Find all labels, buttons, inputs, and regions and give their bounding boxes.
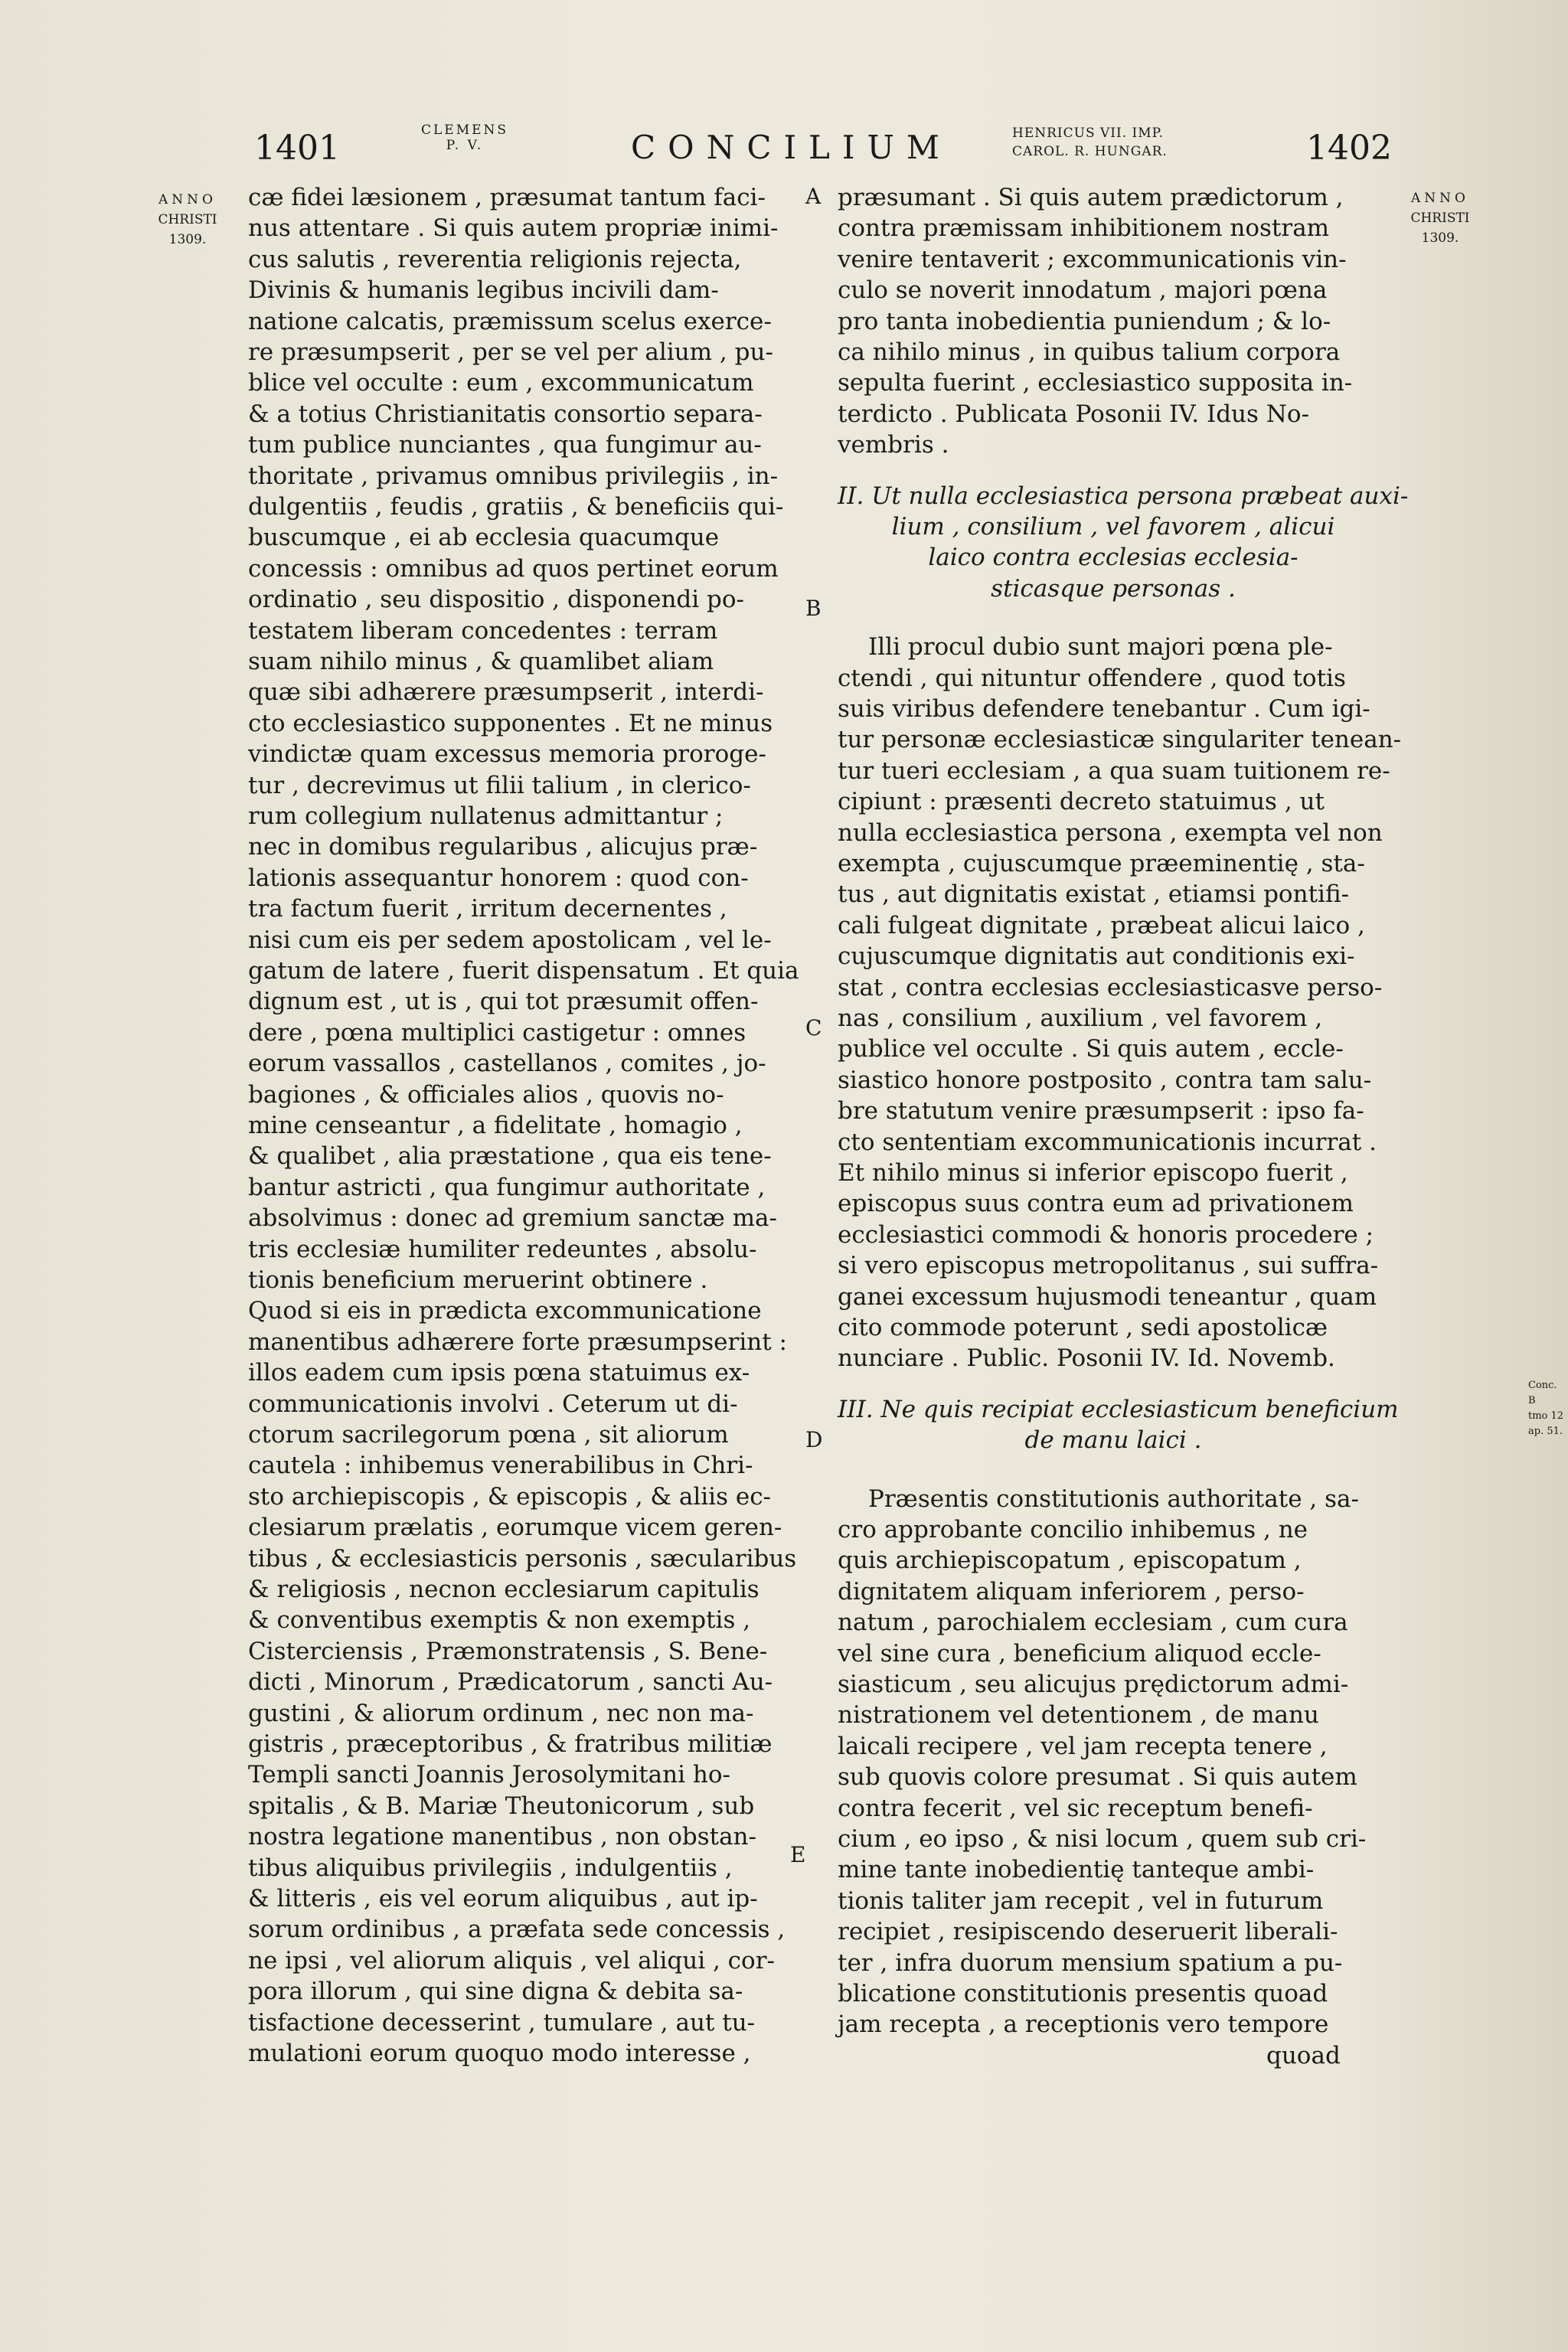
running-title: CONCILIUM <box>631 129 952 166</box>
right-text-line: sub quovis colore presumat . Si quis autem <box>838 1763 1357 1792</box>
left-text-line: bantur astricti , qua fungimur authoritate , <box>248 1173 766 1201</box>
right-text-line: tus , aut dignitatis existat , etiamsi pontifi- <box>838 880 1350 909</box>
section-letter-c: C <box>805 1015 822 1040</box>
right-text-line: natum , parochialem ecclesiam , cum cura <box>838 1609 1348 1637</box>
left-text-line: nostra legatione manentibus , non obstan- <box>248 1823 756 1851</box>
right-text-line: cium , eo ipso , & nisi locum , quem sub cri- <box>838 1825 1367 1853</box>
left-text-line: Quod si eis in prædicta excommunicatione <box>248 1297 762 1325</box>
left-text-line: gistris , præceptoribus , & fratribus militiæ <box>248 1730 773 1758</box>
page-number-right: 1402 <box>1306 129 1392 168</box>
right-text-line: cali fulgeat dignitate , præbeat alicui laico , <box>838 911 1365 939</box>
left-text-line: illos eadem cum ipsis pœna statuimus ex- <box>248 1359 750 1387</box>
right-text-line: cipiunt : præsenti decreto statuimus , ut <box>838 788 1325 816</box>
left-text-line: absolvimus : donec ad gremium sanctæ ma- <box>248 1204 777 1233</box>
left-text-line: suam nihilo minus , & quamlibet aliam <box>248 648 714 675</box>
left-text-line: concessis : omnibus ad quos pertinet eorum <box>248 554 779 583</box>
running-head-pope <box>421 122 508 153</box>
right-text-line: vembris . <box>838 431 949 459</box>
right-text-line: Præsentis constitutionis authoritate , sa- <box>868 1485 1359 1513</box>
left-text-line: rum collegium nullatenus admittantur ; <box>248 802 724 830</box>
left-text-line: dulgentiis , feudis , gratiis , & beneficiis qui- <box>248 493 784 521</box>
margin-year: 1309. <box>1421 230 1459 246</box>
left-text-line: tum publice nunciantes , qua fungimur au- <box>248 431 762 459</box>
right-text-line: terdicto . Publicata Posonii IV. Idus No- <box>838 400 1310 428</box>
right-text-line: nas , consilium , auxilium , vel favorem , <box>838 1004 1323 1032</box>
running-head-emperor <box>1012 124 1168 161</box>
left-text-line: gatum de latere , fuerit dispensatum . Et quia <box>248 957 799 985</box>
chapter-heading-line: lium , consilium , vel favorem , alicui <box>891 513 1335 541</box>
left-text-line: Templi sancti Joannis Jerosolymitani ho- <box>248 1761 731 1789</box>
left-text-line: blice vel occulte : eum , excommunicatum <box>248 369 754 397</box>
right-text-line: bre statutum venire præsumpserit : ipso fa- <box>838 1097 1364 1125</box>
section-letter-a: A <box>805 184 822 209</box>
left-text-line: nisi cum eis per sedem apostolicam , vel le- <box>248 926 772 954</box>
left-text-line: Divinis & humanis legibus incivili dam- <box>248 276 719 305</box>
chapter-heading-line: II. Ut nulla ecclesiastica persona præbeat auxi- <box>838 482 1409 510</box>
pope-number: P. V. <box>446 138 484 153</box>
chapter-heading-line: III. Ne quis recipiat ecclesiasticum beneficium <box>838 1395 1399 1423</box>
left-text-line: clesiarum prælatis , eorumque vicem geren- <box>248 1514 782 1542</box>
left-text-line: cto ecclesiastico supponentes . Et ne minus <box>248 709 773 737</box>
right-text-line: cto sententiam excommunicationis incurrat . <box>838 1128 1377 1156</box>
left-text-line: tris ecclesiæ humiliter redeuntes , absolu- <box>248 1235 757 1263</box>
right-text-line: siasticum , seu alicujus prędictorum admi- <box>838 1671 1349 1698</box>
left-text-line: cautela : inhibemus venerabilibus in Chri- <box>248 1452 753 1480</box>
margin-year: 1309. <box>168 232 207 247</box>
right-text-line: siastico honore postposito , contra tam salu- <box>838 1066 1372 1094</box>
left-text-line: pora illorum , qui sine digna & debita sa- <box>248 1978 743 2006</box>
right-text-line: Et nihilo minus si inferior episcopo fuerit , <box>838 1159 1348 1187</box>
left-text-line: tionis beneficium meruerint obtinere . <box>248 1266 708 1294</box>
left-text-line: tra factum fuerit , irritum decernentes , <box>248 895 727 923</box>
chapter-heading-line: sticasque personas . <box>991 574 1236 603</box>
right-text-line: sepulta fuerint , ecclesiastico supposita in- <box>838 369 1353 397</box>
right-text-line: ca nihilo minus , in quibus talium corpora <box>838 338 1341 366</box>
margin-word: CHRISTI <box>1410 211 1470 226</box>
right-text-line: vel sine cura , beneficium aliquod eccle- <box>838 1639 1321 1668</box>
left-text-line: tibus , & ecclesiasticis personis , sæcularibus <box>248 1544 797 1573</box>
left-text-line: mine censeantur , a fidelitate , homagio , <box>248 1112 743 1139</box>
emperor-line: HENRICUS VII. IMP. <box>1012 126 1165 141</box>
left-text-line: dignum est , ut is , qui tot præsumit offen- <box>248 988 759 1016</box>
right-text-line: venire tentaverit ; excommunicationis vin- <box>838 245 1347 273</box>
right-text-line: blicatione constitutionis presentis quoad <box>838 1980 1328 2007</box>
left-text-line: spitalis , & B. Mariæ Theutonicorum , sub <box>248 1792 755 1820</box>
margin-year-right <box>1395 188 1485 248</box>
left-text-line: ne ipsi , vel aliorum aliquis , vel aliqui , cor- <box>248 1946 775 1975</box>
right-text-line: cito commode poterunt , sedi apostolicæ <box>838 1314 1328 1341</box>
left-text-line: sorum ordinibus , a præfata sede concessis , <box>248 1916 786 1944</box>
left-text-line: tur , decrevimus ut filii talium , in clerico- <box>248 771 751 799</box>
right-text-line: cujuscumque dignitatis aut conditionis exi- <box>838 942 1355 971</box>
left-text-line: manentibus adhærere forte præsumpserint : <box>248 1328 787 1356</box>
margin-word: ANNO <box>158 192 217 207</box>
left-text-line: eorum vassallos , castellanos , comites , jo- <box>248 1050 766 1078</box>
page-number-left: 1401 <box>254 129 340 168</box>
left-text-line: testatem liberam concedentes : terram <box>248 616 718 645</box>
right-text-line: stat , contra ecclesias ecclesiasticasve perso- <box>838 973 1383 1001</box>
left-text-line: dere , pœna multiplici castigetur : omnes <box>248 1018 746 1047</box>
section-letter-e: E <box>790 1842 806 1867</box>
right-text-line: si vero episcopus metropolitanus , sui suffra- <box>838 1252 1379 1280</box>
catchword: quoad <box>1266 2041 1341 2069</box>
left-text-line: buscumque , ei ab ecclesia quacumque <box>248 524 720 552</box>
left-text-line: & religiosis , necnon ecclesiarum capitulis <box>248 1576 760 1603</box>
right-text-line: ecclesiastici commodi & honoris procedere ; <box>838 1220 1374 1249</box>
left-text-line: communicationis involvi . Ceterum ut di- <box>248 1390 738 1418</box>
right-text-line: quis archiepiscopatum , episcopatum , <box>838 1547 1302 1575</box>
right-text-line: suis viribus defendere tenebantur . Cum igi- <box>838 695 1370 723</box>
left-text-line: nus attentare . Si quis autem propriæ inimi- <box>248 214 779 243</box>
right-text-line: contra præmissam inhibitionem nostram <box>838 214 1330 243</box>
right-text-line: publice vel occulte . Si quis autem , eccle- <box>838 1035 1344 1063</box>
section-letter-d: D <box>805 1427 823 1452</box>
right-text-line: episcopus suus contra eum ad privationem <box>838 1190 1354 1218</box>
margin-note-right <box>1528 1378 1565 1439</box>
left-text-line: quæ sibi adhærere præsumpserit , interdi- <box>248 678 764 707</box>
left-text-line: bagiones , & officiales alios , quovis no- <box>248 1080 724 1109</box>
right-text-line: jam recepta , a receptionis vero tempore <box>838 2011 1329 2039</box>
right-text-line: ter , infra duorum mensium spatium a pu- <box>838 1949 1343 1977</box>
margin-year-left <box>142 190 233 250</box>
right-text-line: nulla ecclesiastica persona , exempta vel non <box>838 818 1383 847</box>
right-text-line: culo se noverit innodatum , majori pœna <box>838 276 1328 305</box>
right-text-line: ganei excessum hujusmodi teneantur , quam <box>838 1282 1377 1311</box>
left-text-line: & a totius Christianitatis consortio separa- <box>248 400 763 428</box>
margin-word: ANNO <box>1411 191 1469 206</box>
margin-note-line: ap. 51. <box>1528 1426 1563 1437</box>
right-text-line: nistrationem vel detentionem , de manu <box>838 1701 1319 1730</box>
left-text-line: re præsumpserit , per se vel per alium , pu- <box>248 338 773 366</box>
left-text-line: vindictæ quam excessus memoria proroge- <box>248 740 766 769</box>
left-text-line: mulationi eorum quoquo modo interesse , <box>248 2040 751 2067</box>
right-text-line: pro tanta inobedientia puniendum ; & lo- <box>838 307 1331 335</box>
left-text-line: dicti , Minorum , Prædicatorum , sancti Au- <box>248 1668 773 1697</box>
left-text-line: ordinatio , seu dispositio , disponendi po- <box>248 586 745 614</box>
right-text-line: ctendi , qui nituntur offendere , quod totis <box>838 664 1346 692</box>
section-letter-b: B <box>805 596 822 621</box>
right-text-line: præsumant . Si quis autem prædictorum , <box>838 184 1344 211</box>
left-text-line: natione calcatis, præmissum scelus exerce- <box>248 307 772 335</box>
right-text-line: laicali recipere , vel jam recepta tenere , <box>838 1732 1328 1760</box>
left-text-line: cæ fidei læsionem , præsumat tantum faci- <box>248 184 766 211</box>
margin-word: CHRISTI <box>158 212 217 227</box>
left-text-line: & litteris , eis vel eorum aliquibus , aut ip- <box>248 1885 758 1913</box>
right-text-line: tur tueri ecclesiam , a qua suam tuitionem re- <box>838 756 1390 785</box>
right-text-line: exempta , cujuscumque præeminentię , sta- <box>838 850 1365 877</box>
left-text-line: cus salutis , reverentia religionis rejecta, <box>248 245 742 273</box>
right-text-line: recipiet , resipiscendo deseruerit liberali- <box>838 1918 1338 1946</box>
right-text-line: tionis taliter jam recepit , vel in futurum <box>838 1886 1324 1915</box>
left-text-line: tibus aliquibus privilegiis , indulgentiis , <box>248 1854 733 1882</box>
left-text-line: ctorum sacrilegorum pœna , sit aliorum <box>248 1421 729 1449</box>
margin-note-line: Conc. B <box>1528 1380 1557 1406</box>
chapter-heading-line: de manu laici . <box>1024 1426 1202 1455</box>
left-text-line: nec in domibus regularibus , alicujus præ- <box>248 833 758 861</box>
left-text-line: lationis assequantur honorem : quod con- <box>248 864 749 892</box>
right-text-line: cro approbante concilio inhibemus , ne <box>838 1516 1308 1544</box>
left-text-line: tisfactione decesserint , tumulare , aut tu- <box>248 2008 756 2037</box>
right-text-line: tur personæ ecclesiasticæ singulariter tenean- <box>838 726 1402 754</box>
left-text-line: & qualibet , alia præstatione , qua eis tene- <box>248 1142 772 1171</box>
pope-name: CLEMENS <box>421 122 509 138</box>
chapter-heading-line: laico contra ecclesias ecclesia- <box>928 544 1298 572</box>
left-text-line: thoritate , privamus omnibus privilegiis , in- <box>248 462 779 490</box>
right-text-line: contra fecerit , vel sic receptum benefi- <box>838 1794 1313 1822</box>
margin-note-line: tmo 12 <box>1528 1410 1564 1422</box>
right-text-line: Illi procul dubio sunt majori pœna ple- <box>868 633 1333 662</box>
left-text-line: sto archiepiscopis , & episcopis , & aliis ec- <box>248 1482 772 1511</box>
right-text-line: nunciare . Public. Posonii IV. Id. Novemb. <box>838 1344 1335 1373</box>
left-text-line: Cisterciensis , Præmonstratensis , S. Bene- <box>248 1637 768 1665</box>
right-text-line: dignitatem aliquam inferiorem , perso- <box>838 1577 1305 1606</box>
left-text-line: & conventibus exemptis & non exemptis , <box>248 1606 751 1635</box>
right-text-line: mine tante inobedientię tanteque ambi- <box>838 1856 1315 1884</box>
left-text-line: gustini , & aliorum ordinum , nec non ma- <box>248 1699 754 1727</box>
king-line: CAROL. R. HUNGAR. <box>1012 144 1168 159</box>
